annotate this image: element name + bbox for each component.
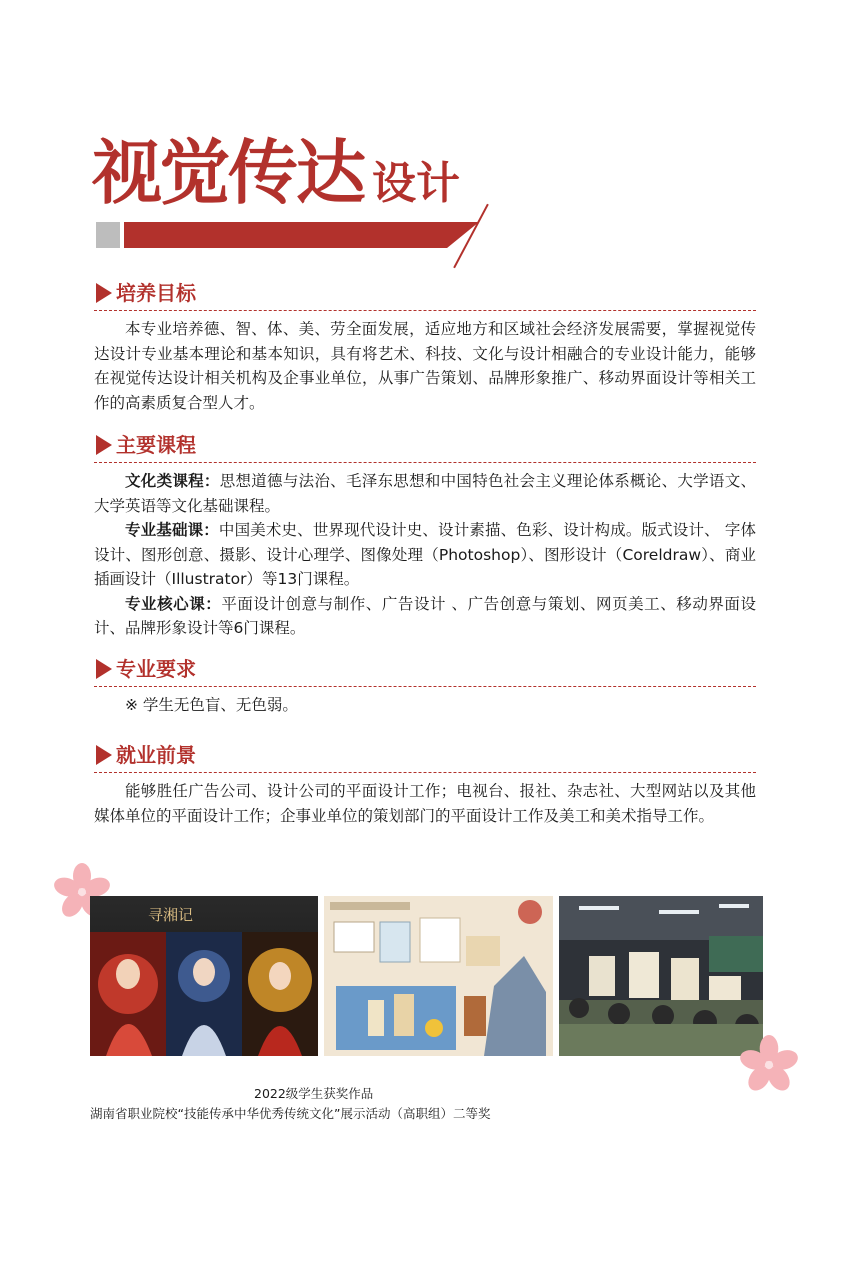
course-item bbox=[94, 518, 756, 592]
caption-line-2: 湖南省职业院校“技能传承中华优秀传统文化”展示活动（高职组）二等奖 bbox=[90, 1106, 491, 1121]
section-heading: 专业要求 bbox=[116, 657, 196, 681]
section-text: 能够胜任广告公司、设计公司的平面设计工作；电视台、报社、杂志社、大型网站以及其他媒体单位的平面设计工作；企事业单位的策划部门的平面设计工作及美工和美术指导工作。 bbox=[94, 782, 756, 825]
course-text: 中国美术史、世界现代设计史、设计素描、色彩、设计构成。版式设计、 字体设计、图形创意、摄影、设计心理学、图像处理（Photoshop）、图形设计（Coreldraw）、商业插画设计（Illustrator）等13门课程。 bbox=[94, 521, 756, 588]
photo-title-text: 寻湘记 bbox=[148, 906, 194, 924]
triangle-icon bbox=[96, 283, 112, 303]
title-suffix: 设计 bbox=[372, 158, 460, 209]
section-requirement bbox=[94, 654, 756, 718]
section-text: ※ 学生无色盲、无色弱。 bbox=[125, 696, 298, 714]
course-text: 思想道德与法治、毛泽东思想和中国特色社会主义理论体系概论、大学语文、大学英语等文化基础课程。 bbox=[94, 472, 756, 515]
title-grey-block bbox=[96, 222, 120, 248]
dashed-divider bbox=[94, 772, 756, 773]
dashed-divider bbox=[94, 310, 756, 311]
course-label: 专业核心课： bbox=[125, 594, 222, 613]
section-career bbox=[94, 740, 756, 828]
course-label: 专业基础课： bbox=[125, 521, 219, 539]
course-label: 文化类课程： bbox=[125, 472, 220, 490]
course-text: 平面设计创意与制作、广告设计 、广告创意与策划、网页美工、移动界面设计、品牌形象设计等6门课程。 bbox=[94, 594, 756, 637]
photo-design-board bbox=[324, 896, 553, 1056]
triangle-icon bbox=[96, 435, 112, 455]
section-text: 本专业培养德、智、体、美、劳全面发展，适应地方和区域社会经济发展需要，掌握视觉传达设计专业基本理论和基本知识，具有将艺术、科技、文化与设计相融合的专业设计能力，能够在视觉传达设计相关机构及企事业单位，从事广告策划、品牌形象推广、移动界面设计等相关工作的高素质复合型人才。 bbox=[94, 320, 756, 412]
caption-line-1: 2022级学生获奖作品 bbox=[254, 1086, 374, 1101]
triangle-icon bbox=[96, 659, 112, 679]
section-goal bbox=[94, 278, 756, 415]
dashed-divider bbox=[94, 462, 756, 463]
section-courses bbox=[94, 430, 756, 641]
section-heading: 主要课程 bbox=[116, 433, 196, 457]
course-item bbox=[94, 469, 756, 518]
photo-artwork-illustration bbox=[90, 896, 318, 1056]
course-list bbox=[94, 469, 756, 641]
course-item bbox=[94, 592, 756, 641]
photo-classroom bbox=[559, 896, 763, 1056]
triangle-icon bbox=[96, 745, 112, 765]
section-heading: 培养目标 bbox=[116, 281, 196, 305]
section-heading: 就业前景 bbox=[116, 743, 196, 767]
flower-decoration-icon bbox=[738, 1034, 800, 1096]
dashed-divider bbox=[94, 686, 756, 687]
title-main: 视觉传达 bbox=[92, 132, 364, 214]
title-red-bar bbox=[124, 222, 479, 248]
